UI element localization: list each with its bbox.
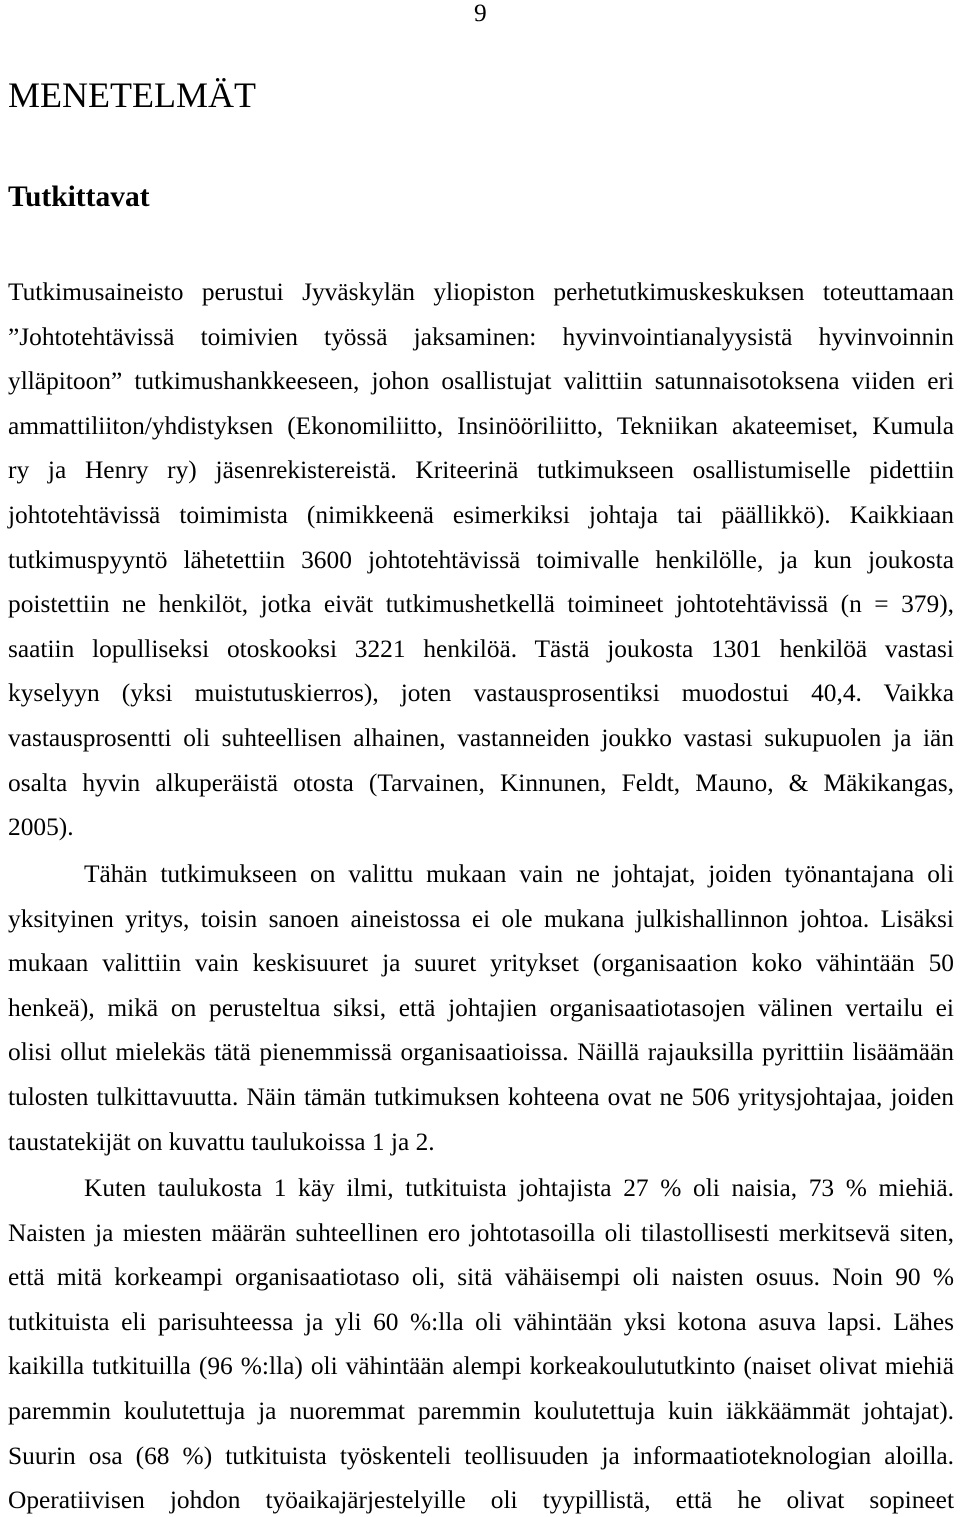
- text-line: Tähän tutkimukseen on valittu mukaan vain ne johtajat, joiden työnantajana oli: [84, 860, 954, 888]
- text-line: olisi ollut mielekäs tätä pienemmissä organisaatioissa. Näillä rajauksilla pyrittiin lisäämään: [8, 1038, 954, 1067]
- text-line: ammattiliiton/yhdistyksen (Ekonomiliitto, Insinööriliitto, Tekniikan akateemiset, Kumula: [8, 411, 954, 440]
- paragraph: [8, 859, 954, 1157]
- text-line: poistettiin ne henkilöt, jotka eivät tutkimushetkellä toimineet johtotehtävissä (n = 379),: [8, 590, 954, 619]
- text-line: ”Johtotehtävissä toimivien työssä jaksaminen: hyvinvointianalyysistä hyvinvoinnin: [8, 322, 954, 351]
- text-line: ry ja Henry ry) jäsenrekistereistä. Kriteerinä tutkimukseen osallistumiselle pidettiin: [8, 456, 954, 485]
- paragraph: [8, 1173, 954, 1515]
- text-line: Naisten ja miesten määrän suhteellinen ero johtotasoilla oli tilastollisesti merkitsevä siten,: [8, 1218, 954, 1247]
- text-line: taustatekijät on kuvattu taulukoissa 1 ja 2.: [8, 1127, 435, 1156]
- text-line: paremmin koulutettuja ja nuoremmat paremmin koulutettuja kuin iäkkäämmät johtajat).: [8, 1396, 954, 1425]
- paragraph: [8, 277, 954, 842]
- section-heading: Tutkittavat: [8, 181, 150, 213]
- text-line: saatiin lopulliseksi otoskooksi 3221 henkilöä. Tästä joukosta 1301 henkilöä vastasi: [8, 634, 954, 663]
- text-line: henkeä), mikä on perusteltua siksi, että johtajien organisaatiotasojen välinen vertailu ei: [8, 993, 954, 1022]
- text-line: 2005).: [8, 813, 74, 842]
- text-line: tulosten tulkittavuutta. Näin tämän tutkimuksen kohteena ovat ne 506 yritysjohtajaa, joiden: [8, 1082, 954, 1111]
- text-line: Tutkimusaineisto perustui Jyväskylän yliopiston perhetutkimuskeskuksen toteuttamaan: [8, 278, 954, 306]
- text-line: kaikilla tutkituilla (96 %:lla) oli vähintään alempi korkeakoulututkinto (naiset olivat miehiä: [8, 1352, 954, 1381]
- text-line: Suurin osa (68 %) tutkituista työskenteli teollisuuden ja informaatioteknologian aloilla.: [8, 1441, 954, 1470]
- chapter-heading: MENETELMÄT: [8, 75, 256, 115]
- text-line: tutkimuspyyntö lähetettiin 3600 johtotehtävissä toimivalle henkilölle, ja kun joukosta: [8, 545, 954, 574]
- text-line: ylläpitoon” tutkimushankkeeseen, johon osallistujat valittiin satunnaisotoksena viiden eri: [8, 367, 954, 396]
- text-line: tutkituista eli parisuhteessa ja yli 60 %:lla oli vähintään yksi kotona asuva lapsi. Lähes: [8, 1307, 954, 1336]
- text-line: mukaan valittiin vain keskisuuret ja suuret yritykset (organisaation koko vähintään 50: [8, 949, 954, 978]
- page-number: 9: [474, 0, 487, 27]
- text-line: osalta hyvin alkuperäistä otosta (Tarvainen, Kinnunen, Feldt, Mauno, & Mäkikangas,: [8, 768, 954, 797]
- text-line: vastausprosentti oli suhteellisen alhainen, vastanneiden joukko vastasi sukupuolen ja iän: [8, 723, 954, 752]
- text-line: kyselyyn (yksi muistutuskierros), joten vastausprosentiksi muodostui 40,4. Vaikka: [8, 679, 954, 708]
- text-line: johtotehtävissä toimimista (nimikkeenä esimerkiksi johtaja tai päällikkö). Kaikkiaan: [8, 500, 954, 529]
- text-line: että mitä korkeampi organisaatiotaso oli, sitä vähäisempi oli naisten osuus. Noin 90 %: [8, 1263, 954, 1292]
- text-line: Kuten taulukosta 1 käy ilmi, tutkituista johtajista 27 % oli naisia, 73 % miehiä.: [84, 1174, 954, 1202]
- text-line: yksityinen yritys, toisin sanoen aineistossa ei ole mukana julkishallinnon johtoa. Lisäksi: [8, 904, 954, 933]
- text-line: Operatiivisen johdon työaikajärjestelyille oli tyypillistä, että he olivat sopineet: [8, 1486, 954, 1515]
